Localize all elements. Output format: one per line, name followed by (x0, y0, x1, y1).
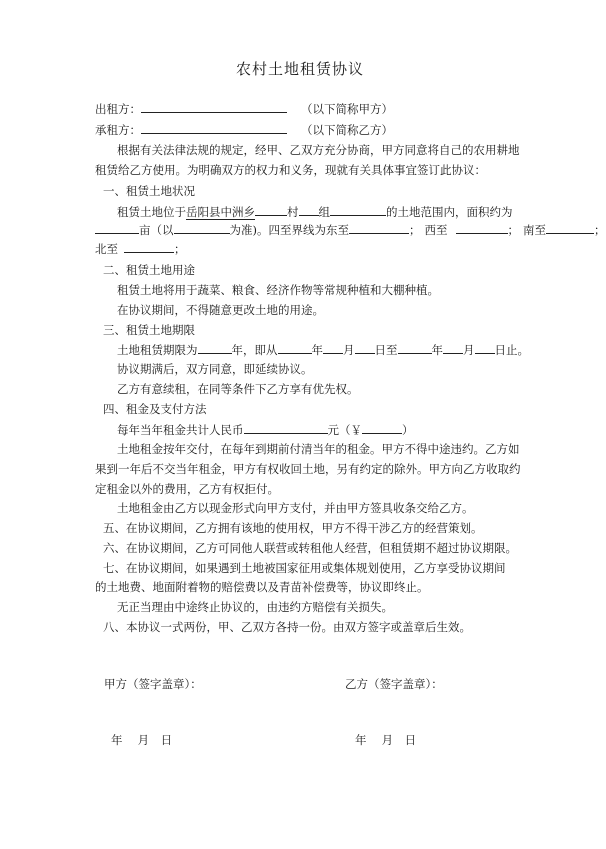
section-6: 六、在协议期间，乙方可同他人联营或转租他人经营，但租赁期不超过协议期限。 (103, 541, 517, 555)
s3-years: 年，即从 (231, 343, 278, 357)
s3-month-2: 月 (463, 343, 475, 357)
party-b-signature-label: 乙方（签字盖章）： (345, 677, 443, 691)
lessee-blank (141, 121, 287, 134)
s1-village: 村 (287, 205, 299, 219)
s1-semicolon-3: ； (594, 223, 606, 237)
s1-semicolon-1: ； (409, 223, 421, 237)
section-3-term-line (117, 341, 529, 358)
s1-mu: 亩（以 (139, 223, 174, 237)
lessee-note: （以下简称乙方） (301, 123, 393, 137)
section-3-para-3: 乙方有意续租，在同等条件下乙方享有优先权。 (117, 382, 359, 396)
s1-semicolon-4: ； (174, 242, 186, 256)
lessee-line (95, 121, 393, 138)
s1-group: 组 (318, 205, 330, 219)
section-1-north-line (95, 240, 186, 257)
section-4-para-2-line-2: 果到一年后不交当年租金，甲方有权收回土地，另有约定的除外。甲方向乙方收取约 (95, 462, 521, 476)
section-3-para-2: 协议期满后，双方同意，即延续协议。 (117, 362, 313, 376)
group-number-blank (299, 203, 319, 216)
s1-semicolon-2: ； (507, 223, 519, 237)
lessor-label: 出租方： (95, 102, 141, 116)
section-1-location-line (117, 203, 513, 220)
group-blank (330, 203, 386, 216)
s3-month-1: 月 (343, 343, 355, 357)
section-2-para-2: 在协议期间，不得随意更改土地的用途。 (117, 303, 324, 317)
s1-south: 南至 (523, 223, 546, 237)
section-4-para-2-line-3: 定租金以外的费用，乙方有权拒付。 (95, 482, 279, 496)
section-7-line-1: 七、在协议期间，如果遇到土地被国家征用或集体规划使用，乙方享受协议期间 (103, 561, 506, 575)
measure-basis-blank (174, 221, 230, 234)
term-years-blank (198, 341, 232, 354)
lessor-blank (141, 100, 287, 113)
s3-day-to: 日至 (374, 343, 398, 357)
section-4-title: 四、租金及支付方法 (103, 402, 207, 416)
party-b-date: 年 月 日 (355, 733, 417, 747)
north-blank (124, 240, 174, 253)
section-2-para-1: 租赁土地将用于蔬菜、粮食、经济作物等常规种植和大棚种植。 (117, 283, 439, 297)
party-a-date: 年 月 日 (111, 733, 173, 747)
section-1-title: 一、租赁土地状况 (103, 184, 195, 198)
s3-text-a: 土地租赁期限为 (117, 343, 198, 357)
section-4-para-2-line-1: 土地租金按年交付，在每年到期前付清当年的租金。甲方不得中途违约。乙方如 (117, 442, 520, 456)
s1-text-a: 租赁土地位于 (117, 205, 186, 219)
east-blank (349, 221, 409, 234)
end-day-blank (475, 341, 495, 354)
west-blank (456, 221, 508, 234)
rent-amount-blank (244, 421, 328, 434)
preamble-line-2: 租赁给乙方使用。为明确双方的权力和义务，现就有关具体事宜签订此协议： (95, 163, 486, 177)
section-3-title: 三、租赁土地期限 (103, 323, 195, 337)
s3-year-2: 年 (431, 343, 443, 357)
s4-text-a: 每年当年租金共计人民币 (117, 423, 244, 437)
section-4-para-3: 土地租金由乙方以现金形式向甲方支付，并由甲方签具收条交给乙方。 (117, 501, 474, 515)
end-year-blank (398, 341, 432, 354)
s1-west: 西至 (424, 223, 448, 237)
party-a-signature-label: 甲方（签字盖章）： (104, 677, 202, 691)
preamble-line-1: 根据有关法律法规的规定，经甲、乙双方充分协商，甲方同意将自己的农用耕地 (117, 143, 520, 157)
start-month-blank (323, 341, 343, 354)
section-7-para-2: 无正当理由中途终止协议的，由违约方赔偿有关损失。 (117, 600, 393, 614)
start-day-blank (355, 341, 375, 354)
lessor-note: （以下简称甲方） (301, 102, 393, 116)
s1-location-value: 岳阳县中洲乡 (186, 205, 255, 219)
section-1-boundary-line (95, 221, 606, 238)
section-7-line-2: 的土地费、地面附着物的赔偿费以及青苗补偿费等，协议即终止。 (95, 580, 429, 594)
village-blank (255, 203, 287, 216)
s3-year-1: 年 (311, 343, 323, 357)
section-4-rent-line (117, 421, 414, 438)
lessor-line (95, 100, 393, 117)
rent-figure-blank (362, 421, 402, 434)
end-month-blank (443, 341, 463, 354)
s3-end: 日止。 (494, 343, 529, 357)
s1-text-c: 为准)。四至界线为东至 (229, 223, 349, 237)
area-blank (95, 221, 139, 234)
s4-text-b: 元（￥ (327, 423, 362, 437)
section-2-title: 二、租赁土地用途 (103, 263, 195, 277)
document-title: 农村土地租赁协议 (235, 60, 364, 78)
section-5: 五、在协议期间，乙方拥有该地的使用权，甲方不得干涉乙方的经营策划。 (103, 521, 483, 535)
section-8: 八、本协议一式两份，甲、乙双方各持一份。由双方签字或盖章后生效。 (103, 620, 471, 634)
s4-text-c: ） (402, 423, 414, 437)
s1-north: 北至 (95, 242, 118, 256)
s1-text-b: 的土地范围内，面积约为 (386, 205, 513, 219)
start-year-blank (278, 341, 312, 354)
lessee-label: 承租方： (95, 123, 141, 137)
south-blank (546, 221, 594, 234)
